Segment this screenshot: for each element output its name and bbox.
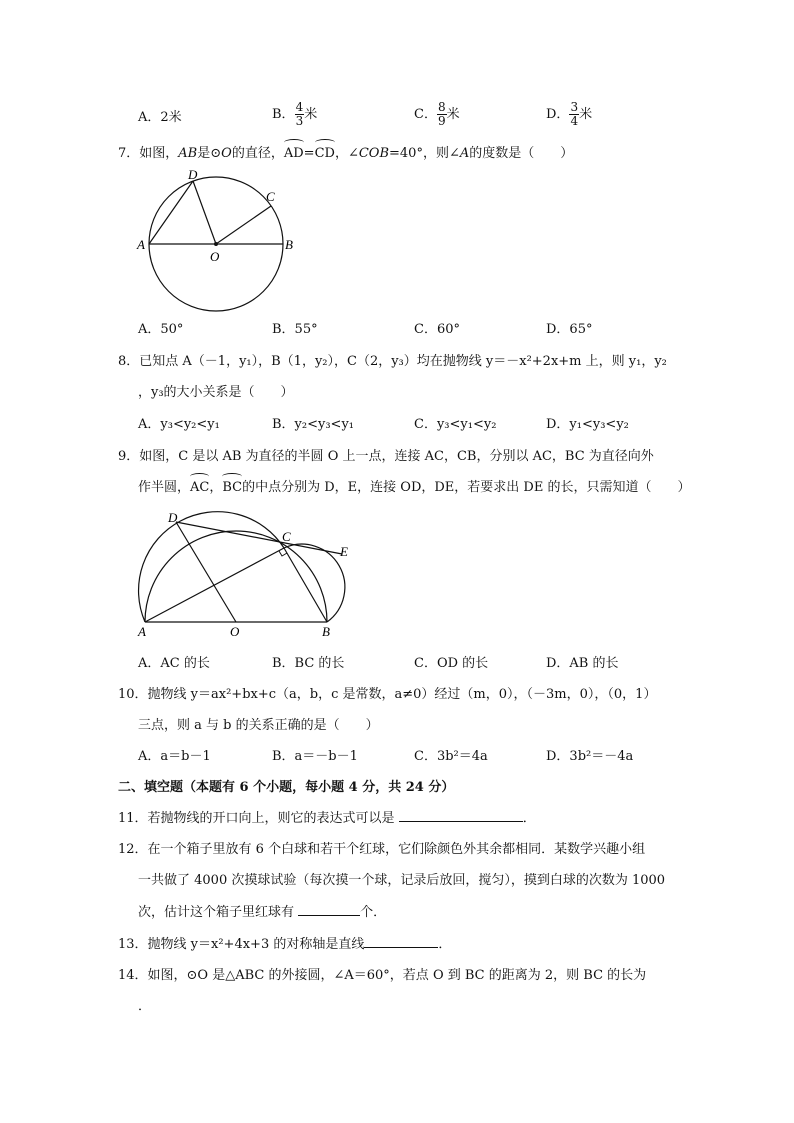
q8-option-a: A．y₃<y₂<y₁ xyxy=(138,417,220,432)
fig7-label-o: O xyxy=(210,249,220,264)
q9-stem-line2: 作半圆，AC，BC的中点分别为 D，E，连接 OD，DE，若要求出 DE 的长，只需知道（ ） xyxy=(138,478,690,498)
q14-stem-line2: ． xyxy=(138,999,152,1014)
fig7-label-b: B xyxy=(285,237,293,252)
q7-option-d: D．65° xyxy=(546,322,593,337)
q9-option-d: D．AB 的长 xyxy=(546,656,619,671)
q7-option-b: B．55° xyxy=(272,322,318,337)
q12-stem-line2: 一共做了 4000 次摸球试验（每次摸一个球，记录后放回，搅匀），摸到白球的次数为 1000 xyxy=(138,873,666,888)
q7-option-c: C．60° xyxy=(414,322,460,337)
arc-ac: AC xyxy=(190,478,209,498)
q10-option-b: B．a＝－b－1 xyxy=(272,749,358,764)
q8-option-c: C．y₃<y₁<y₂ xyxy=(414,417,497,432)
q14-stem-line1: 14．如图，⊙O 是△ABC 的外接圆，∠A＝60°，若点 O 到 BC 的距离为 2，则 BC 的长为 xyxy=(118,968,647,983)
q11-stem: 11．若抛物线的开口向上，则它的表达式可以是 ． xyxy=(118,811,536,826)
fig9-label-e: E xyxy=(340,544,348,559)
q9-option-c: C．OD 的长 xyxy=(414,656,489,671)
arc-bc: BC xyxy=(222,478,242,498)
fig9-label-d: D xyxy=(168,510,178,525)
q6-option-a: A．2米 xyxy=(138,110,182,125)
q13-answer-blank[interactable] xyxy=(364,947,438,948)
q8-stem-line2: ，y₃的大小关系是（ ） xyxy=(138,385,294,400)
q6-option-c: C． $\frac{8}{9}$ 米 xyxy=(414,100,460,128)
q11-answer-blank[interactable] xyxy=(399,821,523,822)
q8-option-b: B．y₂<y₃<y₁ xyxy=(272,417,355,432)
q6-option-d: D． $\frac{3}{4}$ 米 xyxy=(546,100,593,128)
q9-option-a: A．AC 的长 xyxy=(138,656,210,671)
q13-stem: 13．抛物线 y＝x²+4x+3 的对称轴是直线 ． xyxy=(118,937,452,952)
fig9-label-b: B xyxy=(322,624,330,639)
q8-option-d: D．y₁<y₃<y₂ xyxy=(546,417,629,432)
fig9-label-o: O xyxy=(230,624,240,639)
q9-option-b: B．BC 的长 xyxy=(272,656,345,671)
q10-stem-line2: 三点，则 a 与 b 的关系正确的是（ ） xyxy=(138,718,379,733)
q7-circle-figure xyxy=(132,164,302,314)
arc-cd: CD xyxy=(315,144,335,164)
q12-answer-blank[interactable] xyxy=(298,915,360,916)
fig9-label-c: C xyxy=(282,529,291,544)
q10-stem-line1: 10．抛物线 y＝ax²+bx+c（a，b，c 是常数，a≠0）经过（m，0），（－3m，0），（0，1） xyxy=(118,687,657,702)
q10-option-c: C．3b²＝4a xyxy=(414,749,488,764)
fig7-label-c: C xyxy=(266,189,275,204)
fig7-label-a: A xyxy=(137,237,145,252)
q9-stem-line1: 9．如图，C 是以 AB 为直径的半圆 O 上一点，连接 AC，CB，分别以 AC，BC 为直径向外 xyxy=(118,449,654,464)
q9-semicircle-figure xyxy=(132,508,362,643)
q7-option-a: A．50° xyxy=(138,322,184,337)
q7-stem: 7．如图，AB是⊙O的直径，AD=CD，∠COB=40°，则∠A的度数是（ ） xyxy=(118,144,573,164)
q12-stem-line3: 次，估计这个箱子里红球有 个． xyxy=(138,905,387,920)
section-2-heading: 二、填空题（本题有 6 个小题，每小题 4 分，共 24 分） xyxy=(118,780,455,795)
q6-option-b: B． $\frac{4}{3}$ 米 xyxy=(272,100,318,128)
q8-stem-line1: 8．已知点 A（－1，y₁），B（1，y₂），C（2，y₃）均在抛物线 y＝－x²+2x+m 上，则 y₁，y₂ xyxy=(118,354,667,369)
arc-ad: AD xyxy=(284,144,304,164)
q10-option-a: A．a＝b－1 xyxy=(138,749,211,764)
q10-option-d: D．3b²＝－4a xyxy=(546,749,634,764)
fig9-label-a: A xyxy=(138,624,146,639)
q12-stem-line1: 12．在一个箱子里放有 6 个白球和若干个红球，它们除颜色外其余都相同．某数学兴趣小组 xyxy=(118,842,646,857)
fig7-label-d: D xyxy=(188,167,198,182)
